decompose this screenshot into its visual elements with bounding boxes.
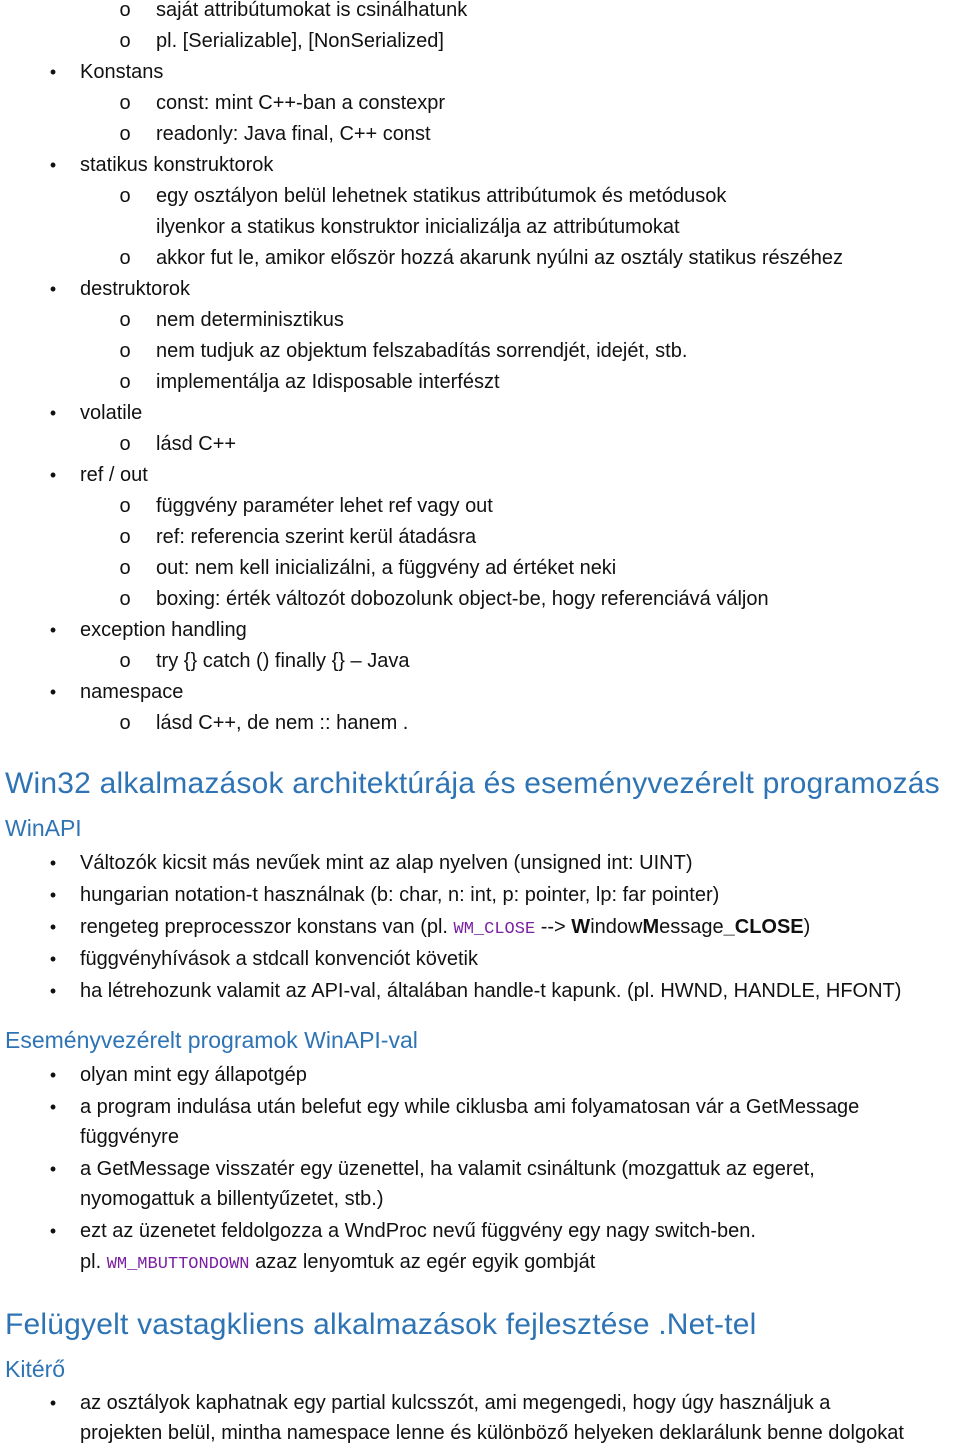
list-item: o readonly: Java final, C++ const (0, 119, 960, 149)
list-item: • Változók kicsit más nevűek mint az alap nyelven (unsigned int: UINT) (0, 848, 960, 878)
bullet-icon: o (119, 92, 131, 114)
bullet-icon: o (119, 433, 131, 455)
heading-kitero: Kitérő (5, 1356, 66, 1382)
list-item-continuation: ilyenkor a statikus konstruktor inicializálja az attribútumokat (156, 216, 680, 238)
heading-dotnet-thick-client: Felügyelt vastagkliens alkalmazások fejlesztése .Net-tel (5, 1308, 757, 1341)
list-item: o lásd C++ (0, 429, 960, 459)
heading-event-driven: Eseményvezérelt programok WinAPI-val (5, 1027, 418, 1053)
bullet-icon: o (119, 371, 131, 393)
bullet-icon: • (49, 1159, 57, 1179)
heading-winapi: WinAPI (5, 815, 82, 841)
bullet-icon: • (49, 62, 57, 82)
bullet-icon: • (49, 1097, 57, 1117)
list-item: o nem determinisztikus (0, 305, 960, 335)
bullet-icon: o (119, 340, 131, 362)
bullet-icon: • (49, 981, 57, 1001)
list-item: • függvényhívások a stdcall konvenciót követik (0, 944, 960, 974)
list-item: • olyan mint egy állapotgép (0, 1060, 960, 1090)
list-item: • Konstans (0, 57, 960, 87)
bullet-icon: o (119, 30, 131, 52)
list-item-continuation: függvényre (80, 1126, 179, 1148)
bullet-icon: o (119, 123, 131, 145)
bullet-icon: o (119, 650, 131, 672)
heading-win32-architecture: Win32 alkalmazások architektúrája és eseményvezérelt programozás (5, 767, 940, 800)
list-item: • statikus konstruktorok (0, 150, 960, 180)
list-item: o try {} catch () finally {} – Java (0, 646, 960, 676)
bullet-icon: • (49, 1221, 57, 1241)
bullet-icon: o (119, 712, 131, 734)
bullet-icon: • (49, 682, 57, 702)
list-item: • exception handling (0, 615, 960, 645)
bullet-icon: • (49, 465, 57, 485)
list-item: o saját attribútumokat is csinálhatunk (0, 0, 960, 25)
list-item: • ezt az üzenetet feldolgozza a WndProc nevű függvény egy nagy switch-ben. (0, 1216, 960, 1246)
list-item-continuation: projekten belül, mintha namespace lenne és különböző helyeken deklarálunk benne dolgokat (80, 1422, 904, 1444)
list-item: o akkor fut le, amikor először hozzá akarunk nyúlni az osztály statikus részéhez (0, 243, 960, 273)
list-item: • ref / out (0, 460, 960, 490)
list-item: o boxing: érték változót dobozolunk object-be, hogy referenciává váljon (0, 584, 960, 614)
code-wm-mbuttondown: WM_MBUTTONDOWN (106, 1255, 250, 1274)
list-item: o out: nem kell inicializálni, a függvény ad értéket neki (0, 553, 960, 583)
list-item: • namespace (0, 677, 960, 707)
list-item: o pl. [Serializable], [NonSerialized] (0, 26, 960, 56)
bullet-icon: o (119, 185, 131, 207)
list-item: • hungarian notation-t használnak (b: char, n: int, p: pointer, lp: far pointer) (0, 880, 960, 910)
bullet-icon: • (49, 853, 57, 873)
bullet-icon: o (119, 309, 131, 331)
bullet-icon: o (119, 247, 131, 269)
list-item: • a GetMessage visszatér egy üzenettel, ha valamit csináltunk (mozgattuk az egeret, (0, 1154, 960, 1184)
list-item-continuation: pl. WM_MBUTTONDOWN azaz lenyomtuk az egér egyik gombját (80, 1251, 596, 1274)
list-item: • ha létrehozunk valamit az API-val, általában handle-t kapunk. (pl. HWND, HANDLE, HFONT) (0, 976, 960, 1006)
list-item: • rengeteg preprocesszor konstans van (pl. WM_CLOSE --> WindowMessage_CLOSE) (0, 912, 960, 942)
list-item: • a program indulása után belefut egy while ciklusba ami folyamatosan vár a GetMessage (0, 1092, 960, 1122)
list-item: o lásd C++, de nem :: hanem . (0, 708, 960, 738)
bullet-icon: • (49, 155, 57, 175)
list-item: • volatile (0, 398, 960, 428)
list-item: • az osztályok kaphatnak egy partial kulcsszót, ami megengedi, hogy úgy használjuk a (0, 1388, 960, 1418)
list-item: o nem tudjuk az objektum felszabadítás sorrendjét, idejét, stb. (0, 336, 960, 366)
bullet-icon: o (119, 526, 131, 548)
bullet-icon: o (119, 0, 131, 21)
list-item: o függvény paraméter lehet ref vagy out (0, 491, 960, 521)
bullet-icon: • (49, 1065, 57, 1085)
list-item: o egy osztályon belül lehetnek statikus attribútumok és metódusok (0, 181, 960, 211)
bullet-icon: • (49, 949, 57, 969)
list-item: o implementálja az Idisposable interfészt (0, 367, 960, 397)
bullet-icon: • (49, 917, 57, 937)
list-item: o ref: referencia szerint kerül átadásra (0, 522, 960, 552)
list-item: • destruktorok (0, 274, 960, 304)
bullet-icon: o (119, 588, 131, 610)
bullet-icon: • (49, 279, 57, 299)
bullet-icon: o (119, 495, 131, 517)
list-item-continuation: nyomogattuk a billentyűzetet, stb.) (80, 1188, 384, 1210)
list-item: o const: mint C++-ban a constexpr (0, 88, 960, 118)
bullet-icon: • (49, 885, 57, 905)
code-wm-close: WM_CLOSE (453, 920, 536, 939)
bullet-icon: • (49, 403, 57, 423)
bullet-icon: o (119, 557, 131, 579)
bullet-icon: • (49, 1393, 57, 1413)
bullet-icon: • (49, 620, 57, 640)
